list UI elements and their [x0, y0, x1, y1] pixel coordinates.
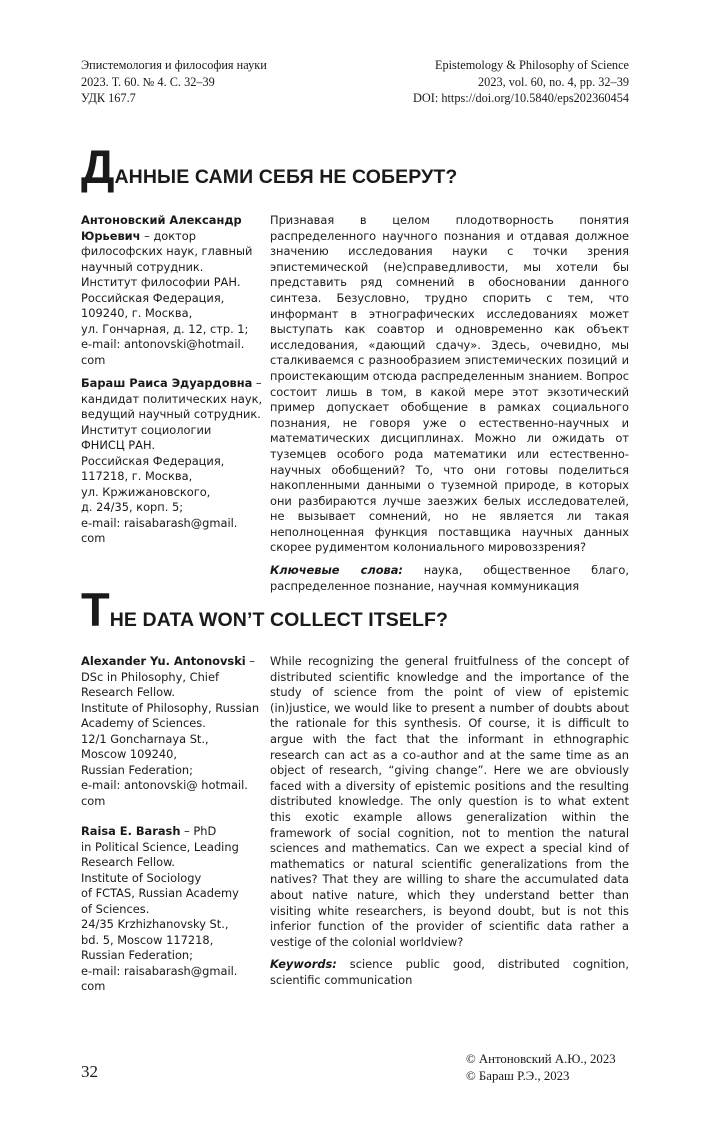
author-email-cont[interactable]: com	[81, 531, 106, 545]
author-line: научный сотрудник.	[81, 259, 204, 274]
author-line: ведущий научный сотрудник.	[81, 407, 261, 421]
author-name-ru-cont: Юрьевич	[81, 228, 141, 243]
article-title-en	[81, 583, 449, 636]
page-number: 32	[81, 1062, 98, 1081]
author-name-ru: Бараш Раиса Эдуардовна	[81, 376, 253, 390]
author-line: ул. Кржижановского,	[81, 484, 211, 499]
author-line: философских наук, главный	[81, 244, 253, 258]
author-name-en: Alexander Yu. Antonovski	[81, 654, 246, 668]
author-name-en: Raisa E. Barash	[81, 824, 181, 838]
keywords-text-ru: наука, общественное благо, распределенное познание, научная коммуникация	[270, 563, 629, 593]
author-line: Russian Federation;	[81, 762, 193, 777]
author-line: ФНИСЦ РАН.	[81, 438, 156, 452]
abstract-en	[270, 654, 629, 988]
journal-header-en	[413, 57, 629, 107]
authors-ru	[81, 213, 261, 547]
author-line: Institute of Philosophy, Russian	[81, 700, 260, 715]
authors-en	[81, 654, 261, 995]
copyright-line: © Бараш Р.Э., 2023	[466, 1068, 570, 1083]
abstract-text-en: While recognizing the general fruitfulness of the concept of distributed scientific knowledge and the importance of the study of science from the point of view of epistemic (in)justice, we would like to present a number of doubts about the rationale for this synthesis. Of course, it is difficult to argue with the fact that the informant in ethnographic research can act as a co-author and at the same time as an object of research, “giving change”. Here we are obviously faced with a diversity of epistemic positions and the resulting distributed knowledge. The only question is to what extent this exotic example allows generalization within the framework of social cognition, not to mention the natural sciences and mathematics. Can we expect a special kind of mathematics or natural scientific generalizations from the natives? That they are willing to share the accumulated data about native nature, which they understand better than visiting white researchers, is beyond doubt, but is not this inferior function of the provider of scientific data rather a vestige of the colonial worldview?	[270, 654, 629, 949]
title-rest-en: HE DATA WON’T COLLECT ITSELF?	[109, 609, 449, 631]
author-email[interactable]: e-mail: raisabarash@gmail.	[81, 963, 238, 978]
author-name-ru: Антоновский Александр	[81, 213, 242, 227]
author-line: 12/1 Goncharnaya St.,	[81, 731, 209, 746]
author-line: Institute of Sociology	[81, 870, 202, 885]
author-line: Russian Federation;	[81, 948, 193, 962]
author-line: Research Fellow.	[81, 855, 175, 869]
title-initial-en: T	[81, 583, 110, 636]
copyright-notice	[466, 1051, 616, 1084]
author-line: of FCTAS, Russian Academy	[81, 886, 239, 900]
author-line: in Political Science, Leading	[81, 839, 239, 854]
title-initial-ru: Д	[81, 140, 115, 193]
keywords-label-en: Keywords:	[270, 957, 337, 972]
author-line: 117218, г. Москва,	[81, 469, 193, 483]
title-rest-ru: АННЫЕ САМИ СЕБЯ НЕ СОБЕРУТ?	[114, 166, 458, 188]
author-line: of Sciences.	[81, 901, 150, 916]
author-line: Research Fellow.	[81, 685, 175, 699]
journal-issue-ru: 2023. Т. 60. № 4. С. 32–39	[81, 74, 215, 89]
author-line: Российская Федерация,	[81, 290, 225, 305]
author-line: Academy of Sciences.	[81, 716, 206, 730]
keywords-en	[270, 957, 629, 988]
author-info-barash-ru	[81, 376, 261, 547]
author-line: Институт социологии	[81, 422, 212, 437]
author-email[interactable]: e-mail: raisabarash@gmail.	[81, 515, 238, 530]
keywords-label-ru: Ключевые слова:	[270, 563, 403, 578]
author-line: кандидат политических наук,	[81, 391, 263, 406]
author-email-cont[interactable]: com	[81, 979, 106, 993]
author-email[interactable]: e-mail: antonovski@hotmail.	[81, 337, 245, 351]
journal-name-en: Epistemology & Philosophy of Science	[434, 58, 629, 72]
article-title-ru	[81, 140, 458, 193]
journal-issue-en: 2023, vol. 60, no. 4, pp. 32–39	[478, 74, 629, 89]
author-email[interactable]: e-mail: antonovski@ hotmail.	[81, 778, 248, 792]
author-line: Институт философии РАН.	[81, 275, 241, 289]
author-line: Moscow 109240,	[81, 747, 178, 761]
author-line: д. 24/35, корп. 5;	[81, 500, 184, 514]
author-line: 109240, г. Москва,	[81, 306, 193, 320]
udc-code: УДК 167.7	[81, 91, 136, 106]
author-dash: –	[245, 654, 256, 668]
author-info-barash-en	[81, 824, 261, 995]
keywords-text-en: science public good, distributed cognition, scientific communication	[270, 957, 629, 987]
author-line: bd. 5, Moscow 117218,	[81, 932, 214, 947]
author-email-cont[interactable]: com	[81, 793, 106, 808]
journal-name-ru: Эпистемология и философия науки	[81, 58, 267, 72]
author-degree-intro: – PhD	[180, 824, 217, 838]
author-info-antonovski-en	[81, 654, 261, 809]
author-line: 24/35 Krzhizhanovsky St.,	[81, 917, 229, 931]
author-line: DSc in Philosophy, Chief	[81, 669, 219, 684]
copyright-line: © Антоновский А.Ю., 2023	[466, 1052, 616, 1066]
abstract-text-ru: Признавая в целом плодотворность понятия распределенного научного познания и отдавая должное значению исследования науки с точки зрения эпистемической (не)справедливости, мы хотели бы представить ряд сомнений в обосновании данного синтеза. Безусловно, трудно спорить с тем, что информант в этнографических исследованиях может выступать как соавтор и одновременно как объект исследования, «дающий сдачу». Здесь, очевидно, мы сталкиваемся с разнообразием эпистемических позиций и проистекающим отсюда распределенным знанием. Вопрос состоит лишь в том, в какой мере этот экзотический пример допускает обобщение в рамках социального познания, не говоря уже о естественно-научных и математических дисциплинах. Можно ли ожидать от туземцев особого рода математики или естественно-научных обобщений? То, что они готовы поделиться накопленными данными о туземной природе, в которых они разбираются лучше заезжих белых исследователей, не вызывает сомнений, но не является ли такая неполноценная функция поставщика научных данных скорее рудиментом колониального мировоззрения?	[270, 213, 629, 555]
author-dash: –	[252, 376, 262, 390]
abstract-ru	[270, 213, 629, 594]
doi-link[interactable]: DOI: https://doi.org/10.5840/eps202360454	[413, 91, 629, 106]
author-email-cont[interactable]: com	[81, 352, 106, 367]
author-degree-intro: – доктор	[140, 228, 196, 243]
journal-header-ru	[81, 57, 267, 107]
author-line: ул. Гончарная, д. 12, стр. 1;	[81, 321, 249, 336]
author-info-antonovski-ru	[81, 213, 261, 368]
author-line: Российская Федерация,	[81, 453, 225, 468]
